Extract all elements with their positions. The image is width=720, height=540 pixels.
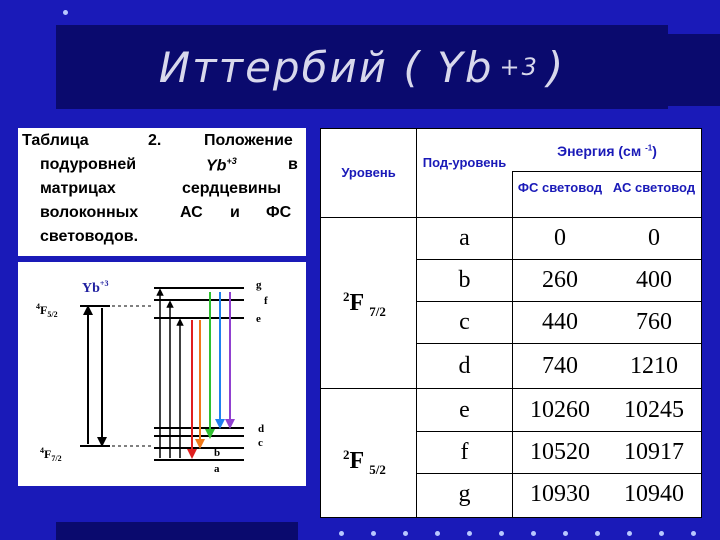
caption-word: Таблица — [22, 132, 89, 149]
caption-word: ФС — [266, 204, 292, 221]
caption-line-3 — [40, 180, 300, 202]
label-d: d — [258, 423, 265, 435]
caption-line-4 — [40, 204, 300, 226]
decor-dot — [499, 531, 504, 536]
decor-dot — [435, 531, 440, 536]
group-label-2F5/2: $^2$F $_{5/2}$ — [343, 447, 386, 477]
decor-dot — [659, 531, 664, 536]
cell-fs: 0 — [554, 225, 566, 251]
ion-label: $Yb^{+3}$ — [82, 279, 109, 296]
label-b: b — [214, 447, 221, 459]
energy-diagram-svg — [18, 262, 306, 486]
table-divider — [416, 301, 701, 302]
table-caption — [18, 128, 306, 256]
cell-as: 760 — [636, 309, 672, 335]
decor-dot — [627, 531, 632, 536]
cell-fs: 10520 — [530, 439, 590, 465]
cell-fs: 440 — [542, 309, 578, 335]
cell-sublevel: f — [460, 439, 469, 465]
cell-fs: 10260 — [530, 397, 590, 423]
header-energy: Энергия (см $^{-1}$) — [557, 143, 657, 159]
label-a: a — [214, 463, 220, 475]
table-divider — [321, 388, 701, 389]
label-c: c — [258, 437, 263, 449]
header-fs: ФС световод — [517, 180, 603, 195]
caption-word: Положение — [204, 132, 293, 149]
cell-sublevel: b — [458, 267, 471, 293]
decor-dot — [371, 531, 376, 536]
table-divider — [416, 259, 701, 260]
energy-table — [320, 128, 702, 518]
label-e: e — [256, 313, 261, 325]
caption-line-2 — [40, 156, 300, 178]
caption-word: волоконных — [40, 204, 139, 221]
cell-as: 1210 — [630, 353, 678, 379]
table-divider — [416, 473, 701, 474]
caption-word: световодов. — [40, 228, 139, 245]
caption-word: матрицах — [40, 180, 116, 197]
caption-word: 2. — [148, 132, 162, 149]
cell-sublevel: a — [459, 225, 470, 251]
cell-sublevel: c — [459, 309, 470, 335]
cell-sublevel: g — [458, 481, 471, 507]
title-close: ) — [546, 42, 566, 92]
lower-manifold-label: $^4F_{7/2}$ — [40, 446, 62, 463]
cell-sublevel: d — [458, 353, 471, 379]
cell-as: 10245 — [624, 397, 684, 423]
group-label-2F7/2: $^2$F $_{7/2}$ — [343, 289, 386, 319]
cell-fs: 740 — [542, 353, 578, 379]
upper-manifold-label: $^4F_{5/2}$ — [36, 302, 58, 319]
decor-dot — [531, 531, 536, 536]
caption-word: сердцевины — [182, 180, 282, 197]
decor-dot — [691, 531, 696, 536]
decor-dot — [339, 531, 344, 536]
cell-fs: 260 — [542, 267, 578, 293]
decor-dot — [467, 531, 472, 536]
decor-dot — [63, 10, 68, 15]
label-f: f — [264, 295, 268, 307]
title-sup: +3 — [499, 53, 539, 81]
cell-as: 0 — [648, 225, 660, 251]
header-sublevel: Под-уровень — [422, 155, 507, 170]
decor-dot — [403, 531, 408, 536]
title-main: Иттербий ( Yb — [158, 42, 494, 92]
footer-bar — [56, 522, 298, 540]
slide-title — [56, 25, 668, 109]
table-divider — [512, 171, 701, 172]
cell-as: 10917 — [624, 439, 684, 465]
caption-word: и — [230, 204, 240, 221]
table-divider — [416, 431, 701, 432]
cell-as: 400 — [636, 267, 672, 293]
decor-dot — [595, 531, 600, 536]
cell-as: 10940 — [624, 481, 684, 507]
caption-word: в — [288, 156, 298, 173]
header-as: АС световод — [612, 180, 696, 195]
table-divider — [321, 217, 701, 218]
caption-line-1 — [22, 132, 300, 154]
energy-level-diagram — [18, 262, 306, 486]
caption-word: АС — [180, 204, 203, 221]
decor-dot — [563, 531, 568, 536]
cell-sublevel: e — [459, 397, 470, 423]
table-divider — [416, 343, 701, 344]
caption-word-yb: $Yb^{+3}$ — [206, 156, 237, 175]
cell-fs: 10930 — [530, 481, 590, 507]
caption-word: подуровней — [40, 156, 137, 173]
label-g: g — [256, 279, 262, 291]
header-level: Уровень — [341, 165, 396, 180]
